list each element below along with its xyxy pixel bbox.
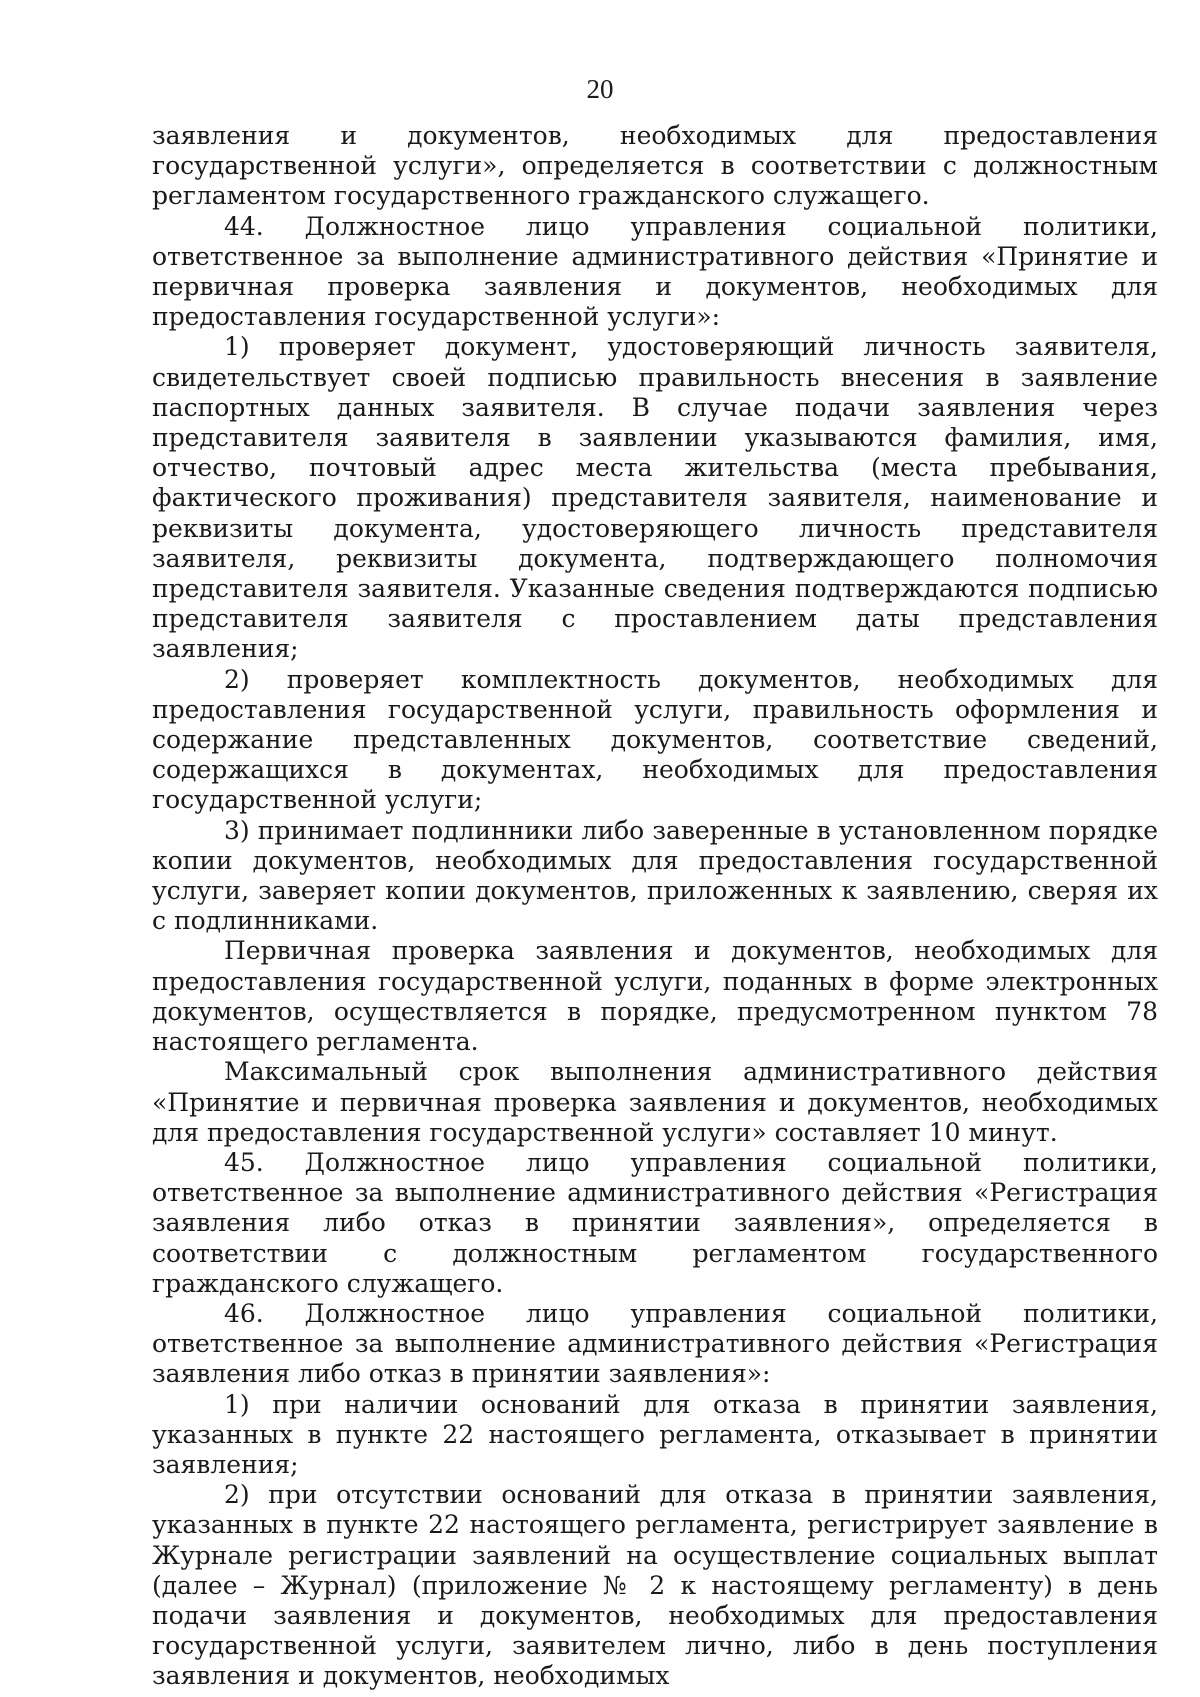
paragraph-46: 46. Должностное лицо управления социальной политики, ответственное за выполнение административного действия «Регистрация заявления либо отказ в принятии заявления»: — [152, 1298, 1158, 1389]
paragraph-primary-check: Первичная проверка заявления и документов, необходимых для предоставления государственной услуги, поданных в форме электронных документов, осуществляется в порядке, предусмотренном пунктом 78 настоящего регламента. — [152, 936, 1158, 1057]
paragraph-45: 45. Должностное лицо управления социальной политики, ответственное за выполнение административного действия «Регистрация заявления либо отказ в принятии заявления», определяется в соответствии с должностным регламентом государственного гражданского служащего. — [152, 1147, 1158, 1298]
paragraph-44-item-2: 2) проверяет комплектность документов, необходимых для предоставления государственной услуги, правильность оформления и содержание представленных документов, соответствие сведений, содержащихся в документах, необходимых для предоставления государственной услуги; — [152, 664, 1158, 815]
paragraph-46-item-2: 2) при отсутствии оснований для отказа в принятии заявления, указанных в пункте 22 настоящего регламента, регистрирует заявление в Журнале регистрации заявлений на осуществление социальных выплат (далее – Журнал) (приложение № 2 к настоящему регламенту) в день подачи заявления и документов, необходимых для предоставления государственной услуги, заявителем лично, либо в день поступления заявления и документов, необходимых — [152, 1480, 1158, 1691]
paragraph-max-duration: Максимальный срок выполнения административного действия «Принятие и первичная проверка заявления и документов, необходимых для предоставления государственной услуги» составляет 10 минут. — [152, 1057, 1158, 1147]
paragraph-46-item-1: 1) при наличии оснований для отказа в принятии заявления, указанных в пункте 22 настоящего регламента, отказывает в принятии заявления; — [152, 1389, 1158, 1479]
paragraph-44: 44. Должностное лицо управления социальной политики, ответственное за выполнение административного действия «Принятие и первичная проверка заявления и документов, необходимых для предоставления государственной услуги»: — [152, 211, 1158, 332]
paragraph-44-item-3: 3) принимает подлинники либо заверенные в установленном порядке копии документов, необходимых для предоставления государственной услуги, заверяет копии документов, приложенных к заявлению, сверяя их с подлинниками. — [152, 815, 1158, 936]
paragraph-44-item-1: 1) проверяет документ, удостоверяющий личность заявителя, свидетельствует своей подписью правильность внесения в заявление паспортных данных заявителя. В случае подачи заявления через представителя заявителя в заявлении указываются фамилия, имя, отчество, почтовый адрес места жительства (места пребывания, фактического проживания) представителя заявителя, наименование и реквизиты документа, удостоверяющего личность представителя заявителя, реквизиты документа, подтверждающего полномочия представителя заявителя. Указанные сведения подтверждаются подписью представителя заявителя с проставлением даты представления заявления; — [152, 332, 1158, 664]
page-number: 20 — [586, 74, 614, 104]
document-body — [152, 121, 1158, 1692]
paragraph-continuation: заявления и документов, необходимых для предоставления государственной услуги», определяется в соответствии с должностным регламентом государственного гражданского служащего. — [152, 121, 1158, 211]
